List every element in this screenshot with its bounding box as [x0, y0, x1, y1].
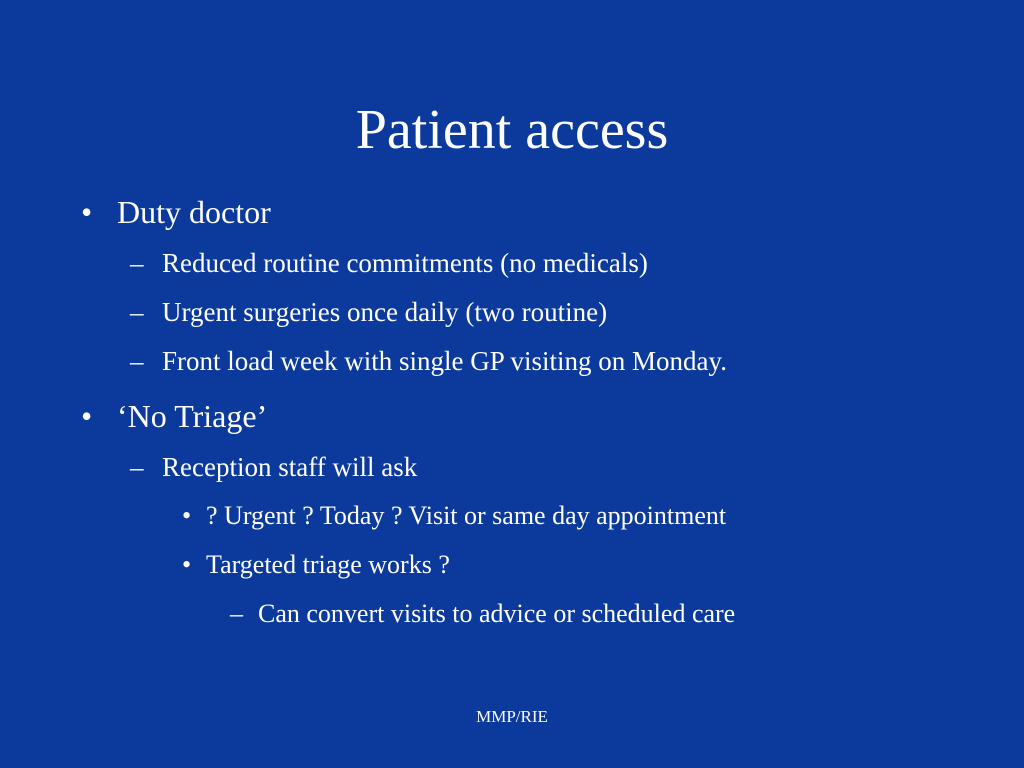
bullet-marker: • [182, 550, 192, 579]
sub-sub-bullet-text: Targeted triage works ? [206, 550, 450, 579]
slide-footer: MMP/RIE [476, 707, 548, 726]
sub-bullet-text: Reduced routine commitments (no medicals) [162, 248, 648, 278]
sub-bullet-item [130, 449, 418, 485]
bullet-item [81, 396, 268, 436]
bullet-marker: • [182, 501, 192, 530]
level4-bullet-item [230, 597, 736, 631]
sub-bullet-item [130, 294, 608, 330]
dash-marker: – [130, 297, 144, 327]
bullet-item [81, 192, 271, 232]
dash-marker: – [130, 346, 144, 376]
sub-bullet-text: Front load week with single GP visiting on Monday. [162, 346, 727, 376]
bullet-text: ‘No Triage’ [117, 398, 268, 434]
bullet-marker: • [81, 398, 93, 434]
sub-bullet-item [130, 343, 727, 379]
dash-marker: – [230, 599, 243, 628]
slide-title: Patient access [355, 99, 669, 161]
bullet-text: Duty doctor [117, 194, 271, 230]
level4-bullet-text: Can convert visits to advice or scheduled care [258, 599, 736, 628]
sub-sub-bullet-item [182, 548, 450, 582]
bullet-marker: • [81, 194, 93, 230]
sub-bullet-text: Urgent surgeries once daily (two routine) [162, 297, 608, 327]
sub-bullet-item [130, 245, 648, 281]
dash-marker: – [130, 248, 144, 278]
dash-marker: – [130, 452, 144, 482]
sub-bullet-text: Reception staff will ask [162, 452, 418, 482]
sub-sub-bullet-item [182, 499, 727, 533]
sub-sub-bullet-text: ? Urgent ? Today ? Visit or same day appointment [206, 501, 727, 530]
